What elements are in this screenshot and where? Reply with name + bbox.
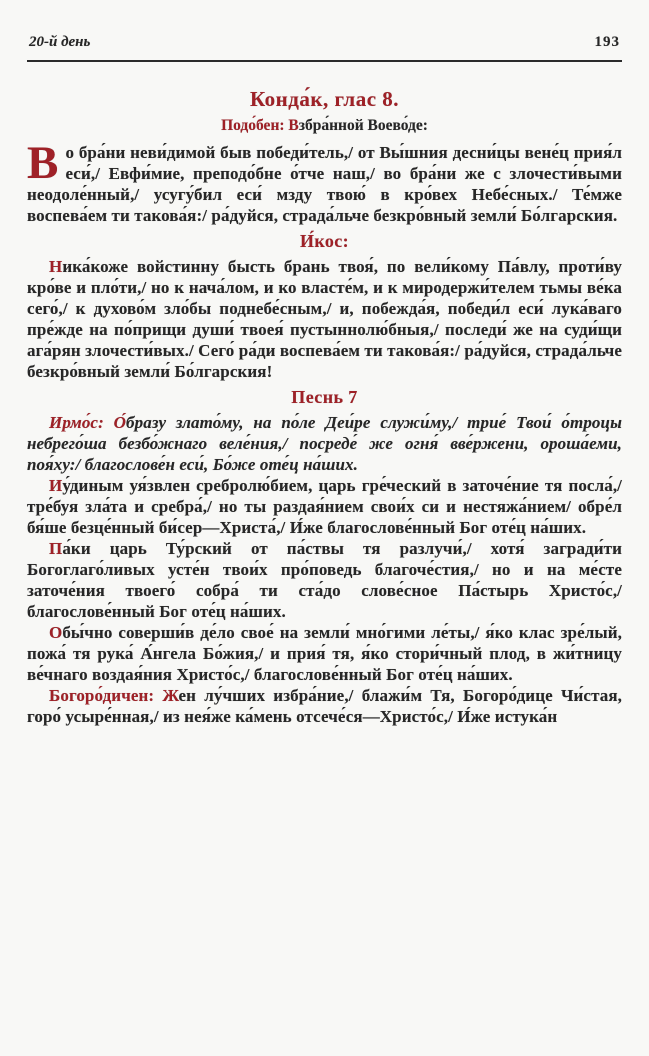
page-number: 193 xyxy=(594,34,620,50)
podoben-text: Взбра́нной Воево́де: xyxy=(288,117,428,134)
troparion-3-initial: О xyxy=(49,623,63,642)
troparion-1-initial: И xyxy=(49,476,63,495)
troparion-2-text: а́ки царь Ту́рский от па́ствы тя разлучи́,/ хотя́ загради́ти Богоглаго́ливых усте́н твои́х про́поведь благоче́стия,/ но и на ме́сте заточе́ния твоего́ собра́ ти ста́до слове́сное Па́стырь Христо́с,/ благослове́нный Бог оте́ц на́ших. xyxy=(27,539,622,621)
troparion-paragraph xyxy=(27,475,622,538)
irmos-text: бразу злато́му, на по́ле Деи́ре служи́му,/ трие́ Твои́ о́троцы небрего́ша безбо́жнаго веле́ния,/ посреде́ же огня́ вве́ржени, ороша́еми, поя́ху:/ благослове́н еси́, Бо́же оте́ц на́ших. xyxy=(27,413,622,474)
irmos-label: Ирмо́с: xyxy=(49,413,104,432)
troparion-3-text: бы́чно соверши́в де́ло свое́ на земли́ мно́гими ле́ты,/ я́ко клас зре́лый, пожа́ тя рука́ А́нгела Бо́жия,/ и прия́ тя, я́ко стори́чный плод, в жи́тницу ве́чнаго воздая́ния Христо́с,/ благослове́нный Бог оте́ц на́ших. xyxy=(27,623,622,684)
running-header-day: 20-й день xyxy=(29,34,91,50)
troparion-paragraph xyxy=(27,538,622,622)
kondak-text: о бра́ни неви́димой быв победи́тель,/ от Вы́шния десни́цы вене́ц прия́л еси́,/ Евфи́мие, преподо́бне о́тче наш,/ во бра́ни же с злочести́выми неодоле́нный,/ усугу́бил еси́ мзду твою́ в кро́вех Небе́сных./ Те́мже воспева́ем ти такова́я:/ ра́дуйся, страда́льче безкро́вный земли́ Бо́лгарския. xyxy=(27,143,622,225)
podoben-line xyxy=(27,117,622,135)
troparion-paragraph xyxy=(27,622,622,685)
theotokion-text: ен лу́чших избра́ние,/ блажи́м Тя, Богоро́дице Чи́стая, горо́ усыре́нная,/ из нея́же ка́мень отсече́ся—Христо́с,/ И́же истука́н xyxy=(27,686,622,726)
podoben-initial: В xyxy=(288,117,299,134)
theotokion-label: Богоро́дичен: Ж xyxy=(49,686,179,705)
ikos-paragraph xyxy=(27,256,622,382)
kondak-heading: Конда́к, глас 8. xyxy=(249,87,400,111)
irmos-text-wrap xyxy=(27,413,622,474)
troparion-2-initial: П xyxy=(49,539,63,558)
troparion-1-text: у́диным уя́звлен сребролю́бием, царь гре́ческий в заточе́ние тя посла́,/ тре́буя зла́та и сребра́,/ но ты раздая́нием свои́х си и нестяжа́нием/ обре́л бя́ше безце́нный би́сер—Христа́,/ И́же благослове́нный Бог оте́ц на́ших. xyxy=(27,476,622,537)
irmos-initial: О́ xyxy=(113,413,127,432)
theotokion-paragraph xyxy=(27,685,622,727)
podoben-label: Подо́бен: xyxy=(221,117,285,134)
irmos-paragraph xyxy=(27,412,622,475)
running-header xyxy=(27,34,622,62)
song7-heading: Песнь 7 xyxy=(291,387,358,407)
ikos-heading: И́кос: xyxy=(299,231,350,251)
kondak-paragraph xyxy=(27,137,622,226)
ikos-initial: Н xyxy=(49,257,63,276)
ikos-text: ика́коже войстинну бысть брань твоя́, по вели́кому Па́влу, проти́ву кро́ве и пло́ти,/ но к нача́лом, и ко власте́м, и к миродержи́телем тьмы ве́ка сего́,/ к духово́м зло́бы поднебе́сным,/ и, побежда́я, победи́л еси́ лука́ваго пре́жде на по́прищи души́ твоея́ пустыннолю́бныя,/ последи́ же на суди́щи ага́рян злочести́вых./ Сего́ ра́ди воспева́ем ти такова́я:/ ра́дуйся, страда́льче безкро́вный земли́ Бо́лгарския! xyxy=(27,257,622,381)
kondak-dropcap: В xyxy=(27,137,59,189)
